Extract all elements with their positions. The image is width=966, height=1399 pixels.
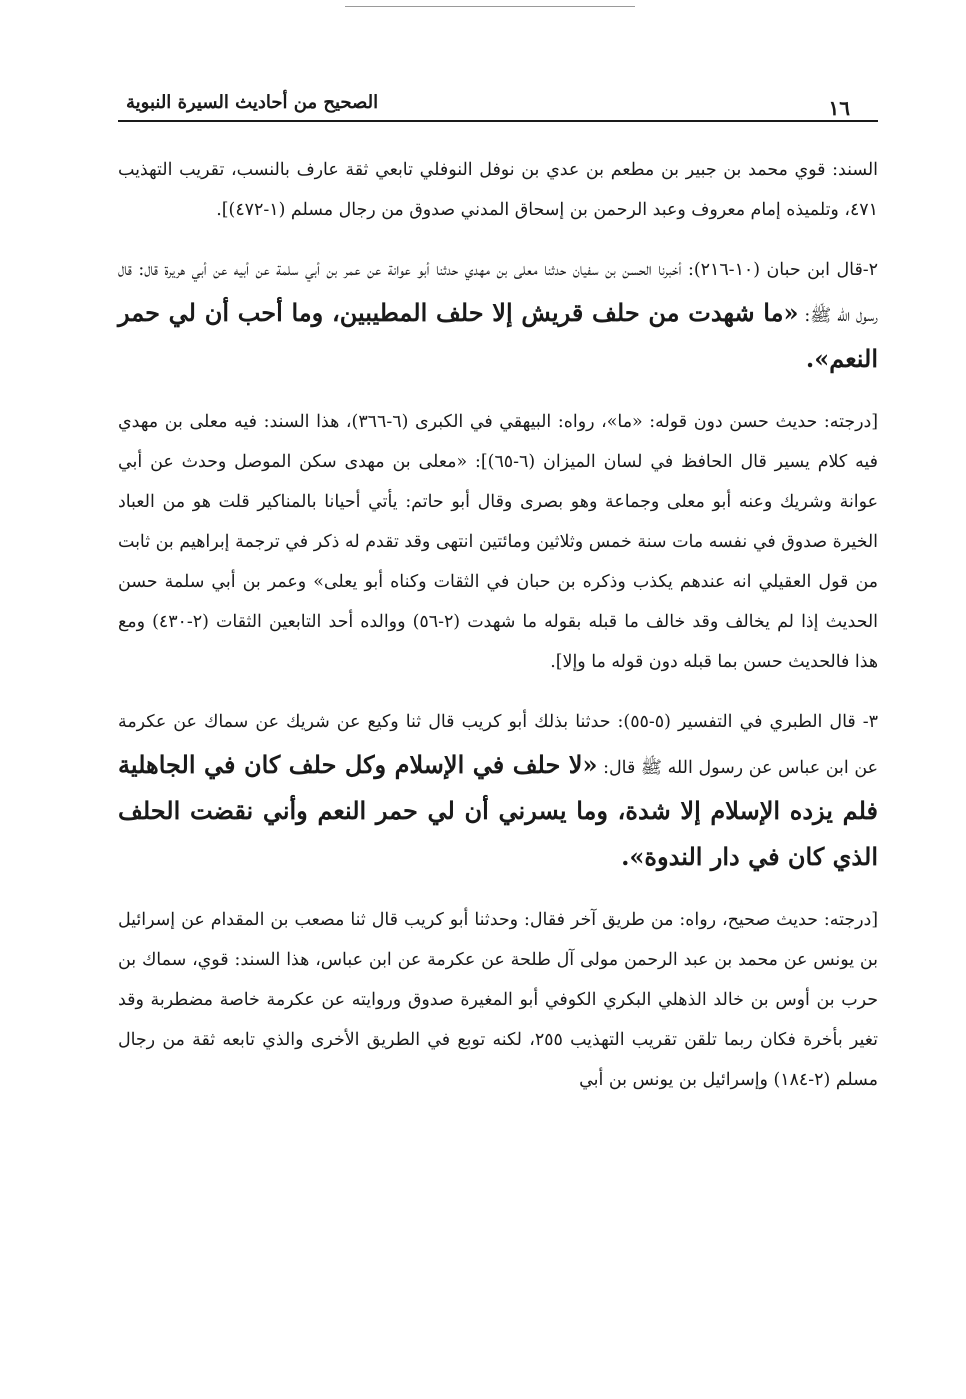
paragraph-text: ٣- قال الطبري في التفسير (٥-٥٥): حدثنا بذلك أبو كريب قال ثنا وكيع عن شريك عن سماك عن عكرمة عن ابن عباس عن رسول الله ﷺ قال: bbox=[118, 712, 878, 778]
paragraph-hadith-3 bbox=[118, 702, 878, 880]
paragraph-sanad-1 bbox=[118, 150, 878, 230]
page-body bbox=[118, 150, 878, 1120]
paragraph-grading-2 bbox=[118, 402, 878, 682]
paragraph-text: [درجته: حديث صحيح، رواه: من طريق آخر فقال: وحدثنا أبو كريب قال ثنا مصعب بن المقدام عن إسرائيل بن يونس عن محمد بن عبد الرحمن مولى آل طلحة عن عكرمة عن ابن عباس، هذا السند: قوي، سماك بن حرب بن أوس بن خالد الذهلي البكري الكوفي أبو المغيرة صدوق وروايته عن عكرمة خاصة مضطربة وقد تغير بأخرة فكان ربما تلقن تقريب التهذيب ٢٥٥، لكنه توبع في الطريق الأخرى والذي تابعه ثقة من رجال مسلم (٢-١٨٤) وإسرائيل بن يونس بن أبي bbox=[118, 910, 878, 1090]
top-rule bbox=[345, 6, 635, 7]
paragraph-text: ٢-قال ابن حبان (١٠-٢١٦): أخبرنا الحسن بن سفيان حدثنا معلى بن مهدي حدثنا أبو عوانة عن عمر بن أبي سلمة عن أبيه عن أبي هريرة قال: قال رسول الله ﷺ: bbox=[118, 260, 878, 326]
paragraph-grading-3 bbox=[118, 900, 878, 1100]
page-number: ١٦ bbox=[819, 96, 860, 120]
paragraph-hadith-2 bbox=[118, 250, 878, 382]
hadith-text: «لا حلف في الإسلام وكل حلف كان في الجاهلية فلم يزده الإسلام إلا شدة، وما يسرني أن لي حمر النعم وأني نقضت الحلف الذي كان في دار الندوة». bbox=[118, 750, 878, 871]
header-rule bbox=[118, 120, 878, 122]
running-title: الصحيح من أحاديث السيرة النبوية bbox=[126, 92, 379, 113]
page-header bbox=[118, 92, 878, 126]
paragraph-text: السند: قوي محمد بن جبير بن مطعم بن عدي بن نوفل النوفلي تابعي ثقة عارف بالنسب، تقريب التهذيب ٤٧١، وتلميذه إمام معروف وعبد الرحمن بن إسحاق المدني صدوق من رجال مسلم (١-٤٧٢)]. bbox=[118, 160, 878, 220]
paragraph-text: [درجته: حديث حسن دون قوله: «ما»، رواه: البيهقي في الكبرى (٦-٣٦٦)، هذا السند: فيه معلى بن مهدي فيه كلام يسير قال الحافظ في لسان الميزان (٦-٦٥)]: «معلى بن مهدى سكن الموصل وحدث عن أبي عوانة وشريك وعنه أبو معلى وجماعة وهو بصرى وقال أبو حاتم: يأتي أحيانا بالمناكير قلت هو من العباد الخيرة صدوق في نفسه مات سنة خمس وثلاثين ومائتين انتهى وقد تقدم له ذكر في ترجمة إبراهيم بن ثابت من قول العقيلي انه عندهم يكذب وذكره بن حبان في الثقات وكناه أبو يعلى» وعمر بن أبي سلمة حسن الحديث إذا لم يخالف وقد خالف ما قبله بقوله ما شهدت (٢-٥٦) ووالده أحد التابعين الثقات (٢-٤٣٠) ومع هذا فالحديث حسن بما قبله دون قوله ما وإلا]. bbox=[118, 412, 878, 672]
hadith-text: «ما شهدت من حلف قريش إلا حلف المطيبين، وما أحب أن لي حمر النعم». bbox=[118, 298, 878, 373]
